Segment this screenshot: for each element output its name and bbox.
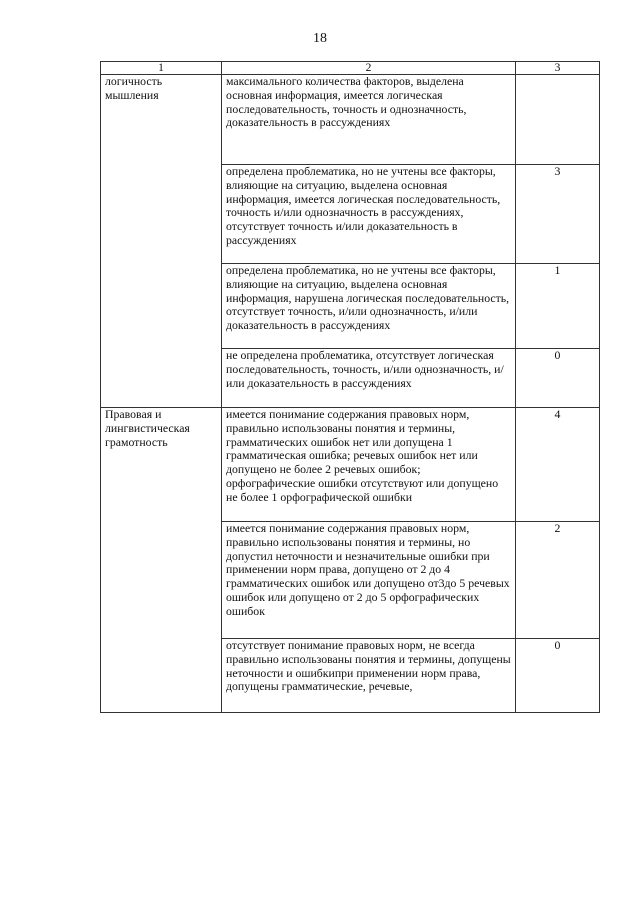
column-header-1: 1 [101, 62, 222, 75]
score-cell: 4 [516, 408, 600, 522]
criterion-description: имеется понимание содержания правовых норм, правильно использованы понятия и термины, но допустил неточности и незначительные ошибки при применении норм права, допущено от 2 до 4 грамматических ошибок или допущено от3до 5 речевых ошибок или допущено от 2 до 5 орфографических ошибок [222, 522, 516, 639]
criterion-description: не определена проблематика, отсутствует логическая последовательность, точность, и/или однозначность, и/или доказательность в рассуждениях [222, 349, 516, 408]
criterion-description: максимального количества факторов, выделена основная информация, имеется логическая последовательность, точность и однозначность, доказательность в рассуждениях [222, 75, 516, 165]
criterion-description: отсутствует понимание правовых норм, не всегда правильно использованы понятия и термины, допущены неточности и ошибкипри применении норм права, допущены грамматические, речевые, [222, 639, 516, 713]
table-row [101, 75, 600, 165]
column-header-3: 3 [516, 62, 600, 75]
page-number: 18 [313, 31, 327, 46]
table-header-row [101, 62, 600, 75]
evaluation-criteria-table [100, 61, 600, 713]
criterion-description: имеется понимание содержания правовых норм, правильно использованы понятия и термины, грамматических ошибок нет или допущена 1 грамматическая ошибка; речевых ошибок нет или допущено не более 2 речевых ошибок; орфографические ошибки отсутствуют или допущено не более 1 орфографической ошибки [222, 408, 516, 522]
table-row [101, 408, 600, 522]
score-cell: 1 [516, 264, 600, 349]
score-cell: 0 [516, 349, 600, 408]
score-cell: 2 [516, 522, 600, 639]
criterion-description: определена проблематика, но не учтены все факторы, влияющие на ситуацию, выделена основная информация, имеется логическая последовательность, точность и/или однозначность в рассуждениях, отсутствует точность и/или доказательность в рассуждениях [222, 165, 516, 264]
criterion-legal-linguistic-literacy: Правовая и лингвистическая грамотность [101, 408, 222, 713]
score-cell: 0 [516, 639, 600, 713]
score-cell [516, 75, 600, 165]
score-cell: 3 [516, 165, 600, 264]
column-header-2: 2 [222, 62, 516, 75]
criterion-description: определена проблематика, но не учтены все факторы, влияющие на ситуацию, выделена основная информация, нарушена логическая последовательность, отсутствует точность, и/или однозначность, и/или доказательность в рассуждениях [222, 264, 516, 349]
criterion-logical-thinking: логичность мышления [101, 75, 222, 408]
